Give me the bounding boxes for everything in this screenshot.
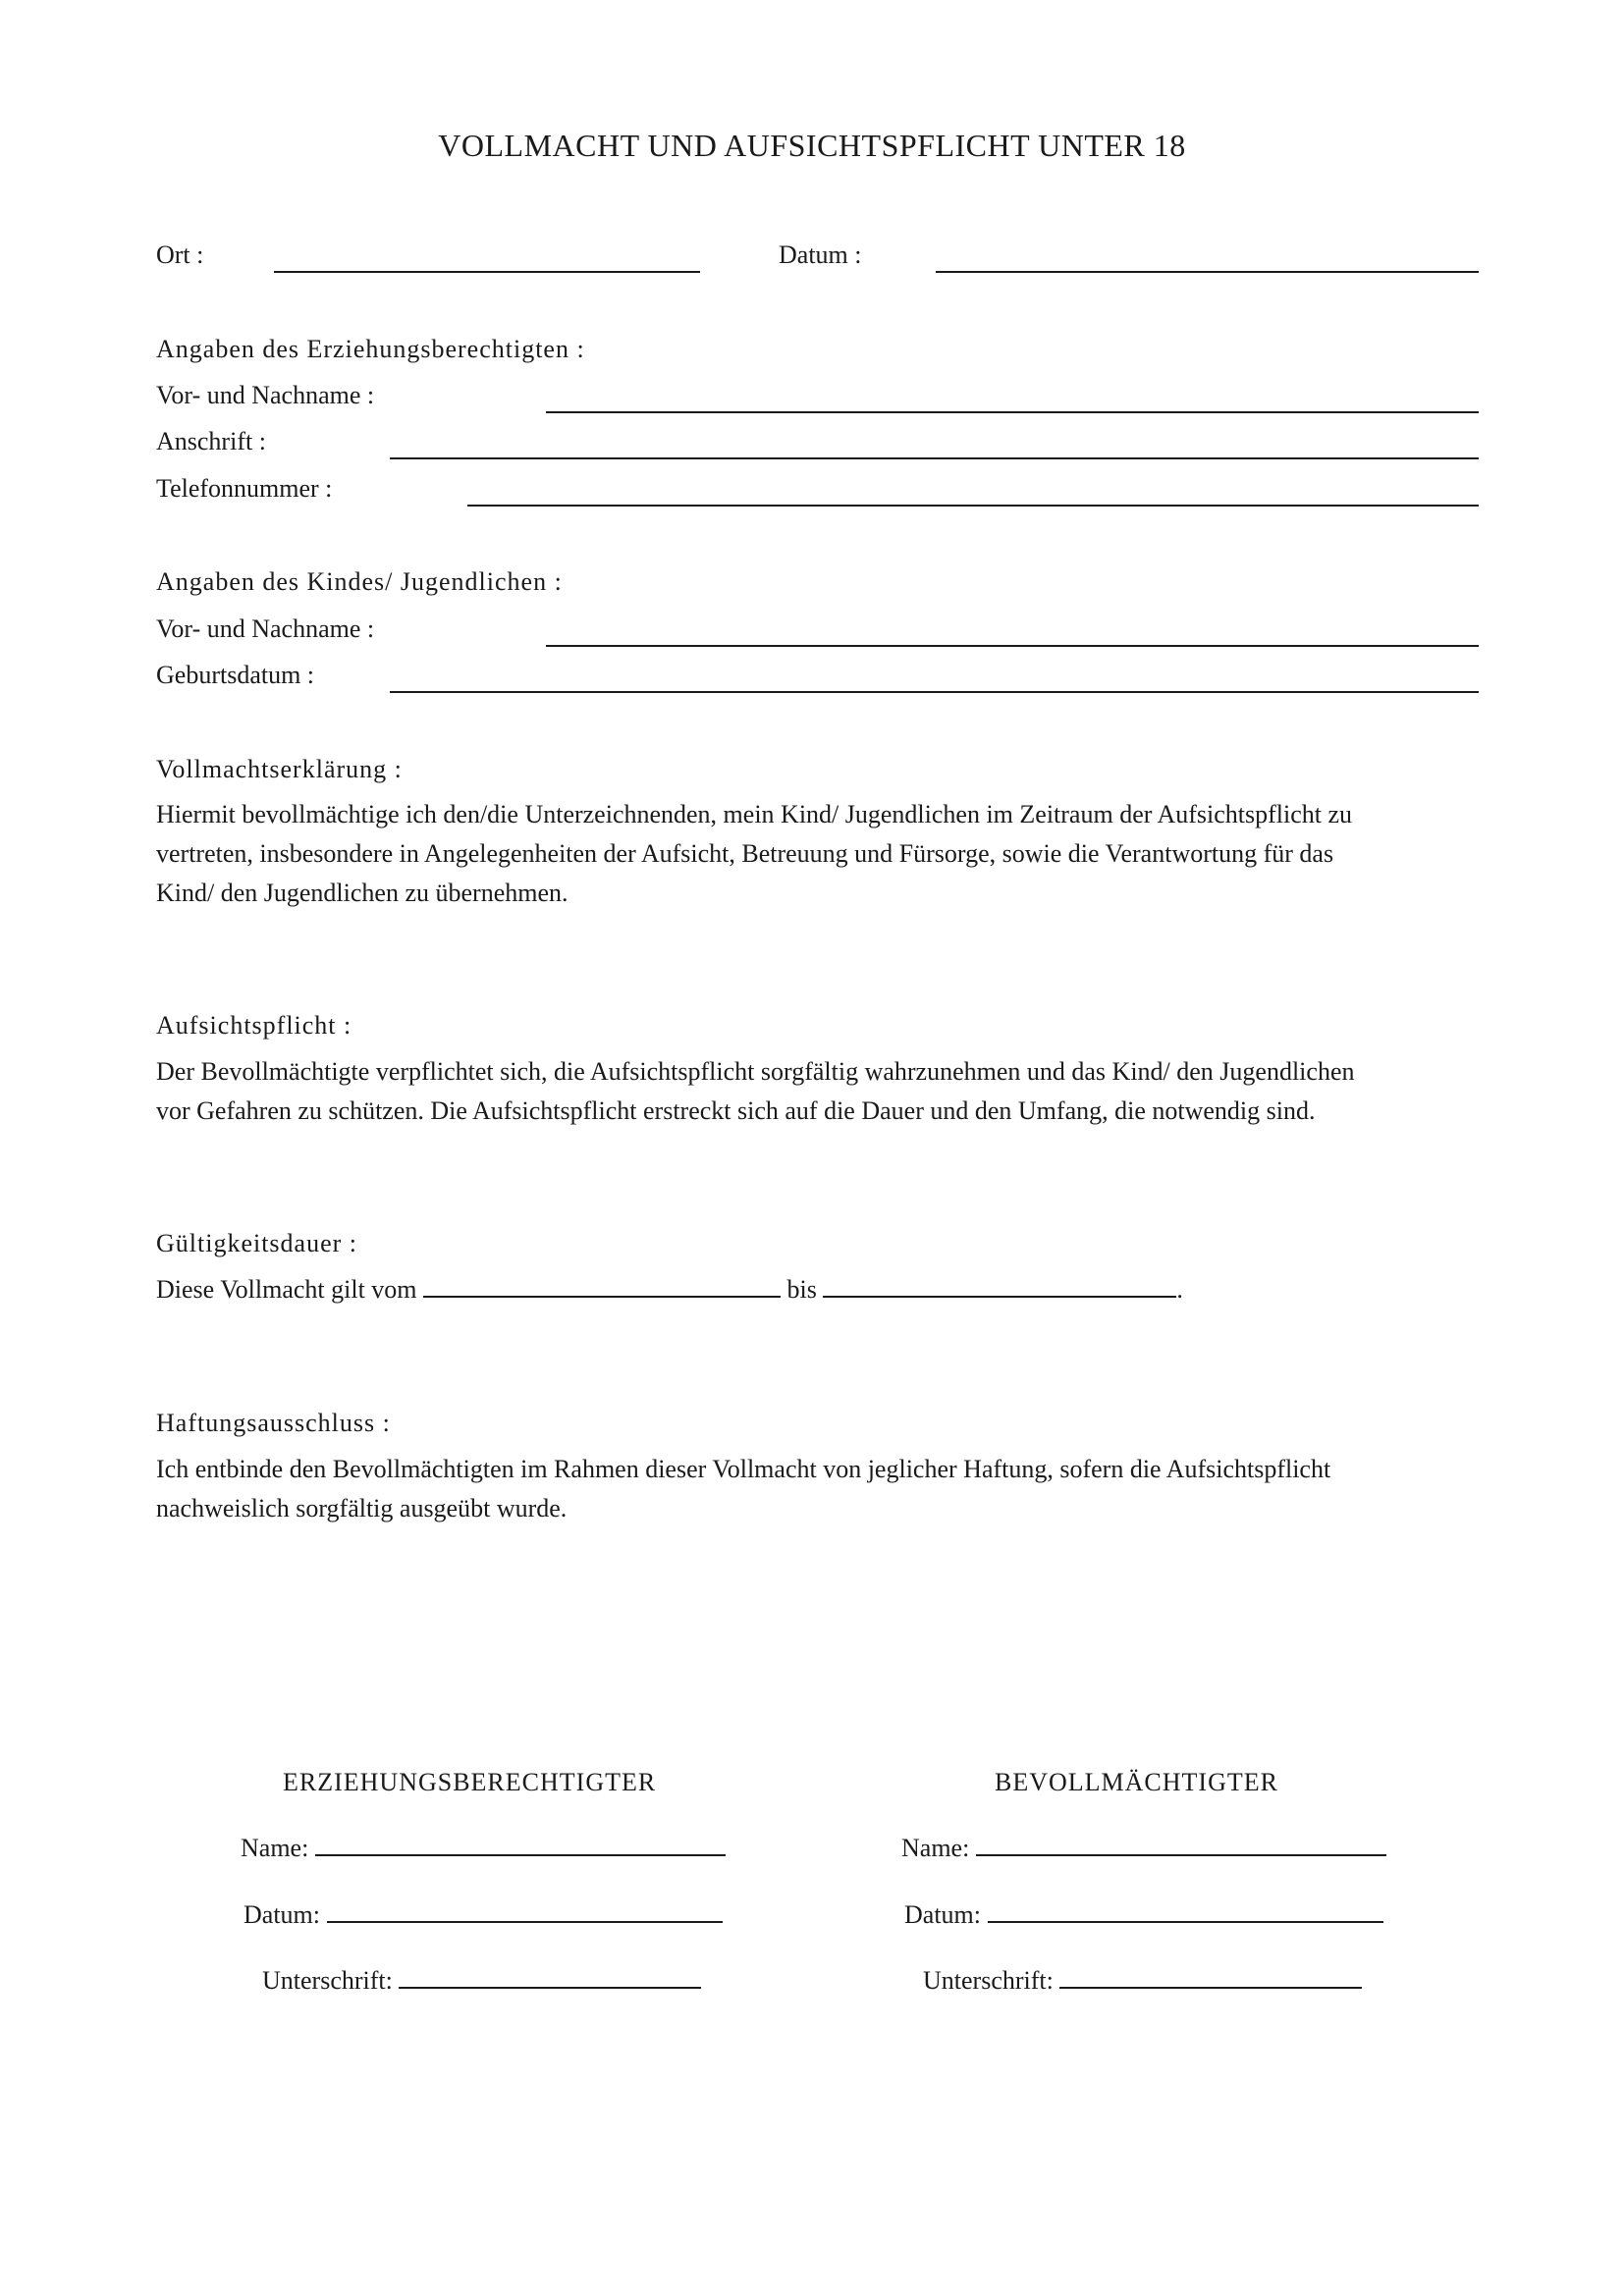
guardian-name-label: Vor- und Nachname : — [156, 381, 375, 409]
signature-date-label: Datum: — [244, 1900, 320, 1929]
child-name-field[interactable] — [546, 645, 1479, 647]
guardian-heading: Angaben des Erziehungsberechtigten : — [156, 335, 585, 363]
supervision-line: vor Gefahren zu schützen. Die Aufsichtspflicht erstreckt sich auf die Dauer und den Umfang, die notwendig sind. — [156, 1096, 1316, 1125]
declaration-text — [156, 795, 1482, 913]
guardian-signature-field[interactable] — [399, 1965, 701, 1989]
authorized-signature-field[interactable] — [1059, 1965, 1362, 1989]
liability-text — [156, 1450, 1482, 1528]
liability-heading: Haftungsausschluss : — [156, 1409, 391, 1437]
child-heading: Angaben des Kindes/ Jugendlichen : — [156, 567, 563, 596]
signature-heading-guardian: ERZIEHUNGSBERECHTIGTER — [283, 1768, 657, 1796]
signature-signature-label: Unterschrift: — [262, 1966, 393, 1995]
signature-row-name — [241, 1833, 726, 1864]
datum-label: Datum : — [779, 240, 862, 269]
declaration-line: vertreten, insbesondere in Angelegenheiten der Aufsicht, Betreuung und Fürsorge, sowie die Verantwortung für das — [156, 839, 1334, 868]
signature-name-label: Name: — [241, 1834, 309, 1862]
signature-row-name — [901, 1833, 1386, 1864]
guardian-address-label: Anschrift : — [156, 427, 266, 455]
document-title: VOLLMACHT UND AUFSICHTSPFLICHT UNTER 18 — [438, 128, 1186, 163]
ort-label: Ort : — [156, 240, 204, 269]
signature-name-label: Name: — [901, 1834, 970, 1862]
authorized-signature-date-field[interactable] — [988, 1899, 1383, 1923]
signature-row-signature — [923, 1965, 1362, 1997]
child-name-label: Vor- und Nachname : — [156, 614, 375, 643]
signature-row-date — [244, 1899, 723, 1931]
validity-middle: bis — [786, 1275, 817, 1304]
signature-heading-authorized: BEVOLLMÄCHTIGTER — [995, 1768, 1278, 1796]
signature-row-date — [904, 1899, 1383, 1931]
validity-from-field[interactable] — [423, 1274, 781, 1298]
ort-field[interactable] — [274, 271, 700, 273]
datum-field[interactable] — [936, 271, 1479, 273]
declaration-line: Hiermit bevollmächtige ich den/die Unterzeichnenden, mein Kind/ Jugendlichen im Zeitraum der Aufsichtspflicht zu — [156, 800, 1353, 828]
guardian-address-field[interactable] — [390, 457, 1479, 459]
signature-date-label: Datum: — [904, 1900, 981, 1929]
supervision-line: Der Bevollmächtigte verpflichtet sich, die Aufsichtspflicht sorgfältig wahrzunehmen und das Kind/ den Jugendlichen — [156, 1057, 1355, 1086]
guardian-signature-date-field[interactable] — [327, 1899, 723, 1923]
signature-signature-label: Unterschrift: — [923, 1966, 1054, 1995]
authorized-signature-name-field[interactable] — [976, 1833, 1386, 1856]
liability-line: Ich entbinde den Bevollmächtigten im Rahmen dieser Vollmacht von jeglicher Haftung, sofern die Aufsichtspflicht — [156, 1455, 1331, 1483]
supervision-text — [156, 1052, 1482, 1131]
signature-row-signature — [262, 1965, 701, 1997]
supervision-heading: Aufsichtspflicht : — [156, 1011, 352, 1040]
liability-line: nachweislich sorgfältig ausgeübt wurde. — [156, 1494, 568, 1522]
guardian-phone-label: Telefonnummer : — [156, 474, 333, 503]
guardian-signature-name-field[interactable] — [315, 1833, 726, 1856]
validity-prefix: Diese Vollmacht gilt vom — [156, 1275, 417, 1304]
child-birthdate-label: Geburtsdatum : — [156, 661, 315, 689]
guardian-phone-field[interactable] — [467, 505, 1479, 507]
validity-heading: Gültigkeitsdauer : — [156, 1229, 358, 1257]
declaration-line: Kind/ den Jugendlichen zu übernehmen. — [156, 879, 568, 907]
validity-to-field[interactable] — [823, 1274, 1176, 1298]
declaration-heading: Vollmachtserklärung : — [156, 755, 403, 783]
validity-line — [156, 1274, 1183, 1306]
child-birthdate-field[interactable] — [390, 691, 1479, 693]
validity-suffix: . — [1176, 1275, 1183, 1304]
guardian-name-field[interactable] — [546, 411, 1479, 413]
